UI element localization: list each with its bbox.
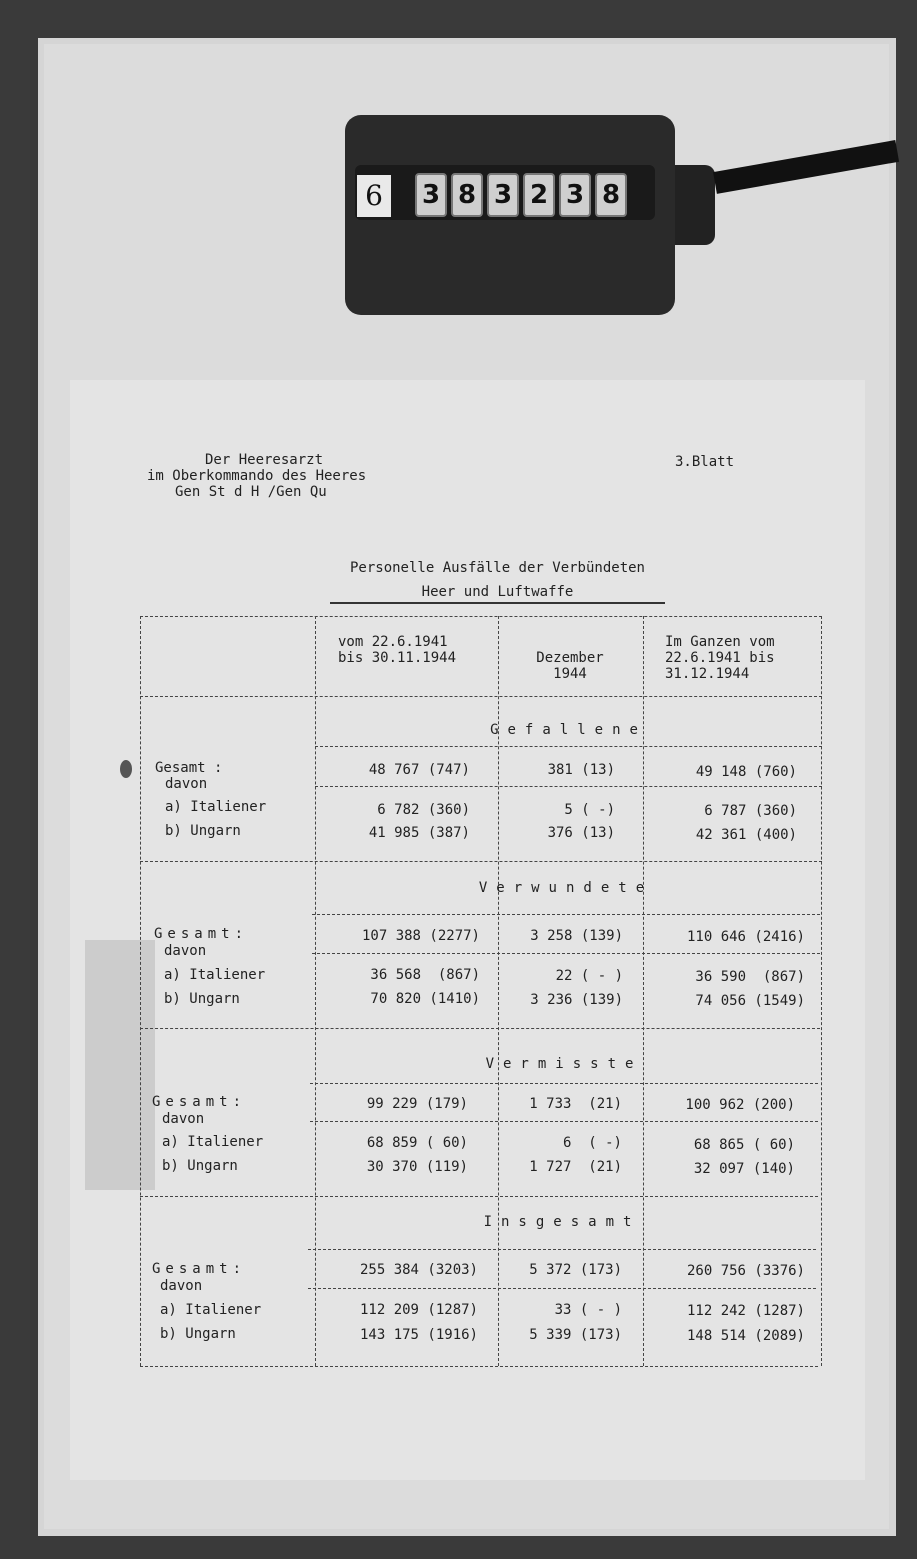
table-cell: 68 865 ( 60) [693, 1137, 795, 1153]
table-cell: 148 514 (2089) [686, 1328, 805, 1344]
table-rule [312, 914, 820, 916]
table-cell: 255 384 (3203) [359, 1262, 478, 1278]
table-cell: 70 820 (1410) [370, 991, 480, 1007]
title-line-1: Personelle Ausfälle der Verbündeten [349, 560, 645, 576]
section-title: Vermisste [485, 1056, 643, 1072]
counter-digit: 2 [523, 173, 555, 217]
row-label-ungarn: b) Ungarn [162, 1158, 238, 1174]
table-cell: 1 727 (21) [529, 1159, 622, 1175]
row-label-davon: davon [160, 1278, 203, 1294]
row-label-total: Gesamt : [155, 760, 223, 776]
row-label-total: Gesamt: [154, 926, 249, 942]
row-label-total: Gesamt: [152, 1261, 247, 1277]
table-cell: 1 733 (21) [529, 1096, 622, 1112]
table-rule [312, 953, 820, 955]
row-label-davon: davon [165, 776, 208, 792]
table-cell: 260 756 (3376) [686, 1263, 805, 1279]
section-title: Gefallene [490, 722, 647, 738]
column-header-total: Im Ganzen vom 22.6.1941 bis 31.12.1944 [665, 634, 775, 682]
table-cell: 6 ( -) [562, 1135, 622, 1151]
header-line-2: im Oberkommando des Heeres [147, 468, 367, 484]
row-label-ungarn: b) Ungarn [164, 991, 240, 1007]
table-cell: 3 258 (139) [530, 928, 623, 944]
table-rule [308, 1249, 816, 1251]
punch-hole [120, 760, 132, 778]
table-cell: 100 962 (200) [685, 1097, 795, 1113]
table-rule [140, 616, 822, 618]
table-cell: 376 (13) [547, 825, 615, 841]
title-line-2: Heer und Luftwaffe [421, 584, 574, 600]
table-rule [310, 1121, 818, 1123]
table-cell: 49 148 (760) [695, 764, 797, 780]
table-cell: 5 ( -) [564, 802, 615, 818]
row-label-italiener: a) Italiener [165, 799, 267, 815]
table-cell: 68 859 ( 60) [366, 1135, 468, 1151]
column-header-period: vom 22.6.1941 bis 30.11.1944 [338, 634, 457, 666]
table-cell: 36 590 (867) [695, 969, 805, 985]
table-cell: 110 646 (2416) [686, 929, 805, 945]
row-label-italiener: a) Italiener [160, 1302, 262, 1318]
table-rule [315, 746, 822, 748]
table-cell: 5 339 (173) [529, 1327, 622, 1343]
row-label-ungarn: b) Ungarn [160, 1326, 236, 1342]
section-title: Insgesamt [483, 1214, 641, 1230]
table-cell: 107 388 (2277) [361, 928, 480, 944]
table-cell: 33 ( - ) [554, 1302, 622, 1318]
row-label-total: Gesamt: [152, 1094, 247, 1110]
table-rule [140, 1366, 818, 1368]
table-cell: 36 568 (867) [370, 967, 480, 983]
frame-counter [345, 115, 715, 315]
document-title [330, 556, 665, 604]
table-rule [140, 861, 822, 863]
counter-digit: 3 [487, 173, 519, 217]
table-cell: 32 097 (140) [693, 1161, 795, 1177]
table-cell: 30 370 (119) [366, 1159, 468, 1175]
header-line-1: Der Heeresarzt [205, 452, 324, 468]
table-cell: 99 229 (179) [366, 1096, 468, 1112]
counter-digit: 3 [559, 173, 591, 217]
table-cell: 42 361 (400) [695, 827, 797, 843]
table-cell: 5 372 (173) [529, 1262, 622, 1278]
table-cell: 48 767 (747) [368, 762, 470, 778]
counter-digit: 3 [415, 173, 447, 217]
row-label-ungarn: b) Ungarn [165, 823, 241, 839]
table-rule [140, 1028, 820, 1030]
table-cell: 3 236 (139) [530, 992, 623, 1008]
casualty-table [140, 616, 820, 1368]
row-label-davon: davon [164, 943, 207, 959]
table-cell: 112 242 (1287) [686, 1303, 805, 1319]
counter-tab: 6 [357, 175, 391, 217]
counter-digit: 8 [595, 173, 627, 217]
table-cell: 143 175 (1916) [359, 1327, 478, 1343]
row-label-italiener: a) Italiener [162, 1134, 264, 1150]
table-rule [308, 1288, 816, 1290]
counter-digits [415, 173, 627, 217]
counter-digit: 8 [451, 173, 483, 217]
table-cell: 381 (13) [547, 762, 615, 778]
column-header-december: Dezember 1944 [536, 650, 604, 682]
table-cell: 22 ( - ) [555, 968, 623, 984]
table-cell: 6 787 (360) [704, 803, 797, 819]
table-cell: 41 985 (387) [368, 825, 470, 841]
table-cell: 112 209 (1287) [359, 1302, 478, 1318]
table-rule [140, 696, 822, 698]
table-rule [140, 616, 142, 1366]
row-label-italiener: a) Italiener [164, 967, 266, 983]
table-cell: 6 782 (360) [377, 802, 470, 818]
header-line-3: Gen St d H /Gen Qu [175, 484, 327, 500]
table-cell: 74 056 (1549) [695, 993, 805, 1009]
title-underline [330, 602, 665, 604]
table-rule [310, 1083, 818, 1085]
table-rule [140, 1196, 818, 1198]
section-title: Verwundete [478, 880, 654, 896]
row-label-davon: davon [162, 1111, 205, 1127]
sheet-number: 3.Blatt [675, 454, 735, 470]
table-rule [315, 786, 822, 788]
